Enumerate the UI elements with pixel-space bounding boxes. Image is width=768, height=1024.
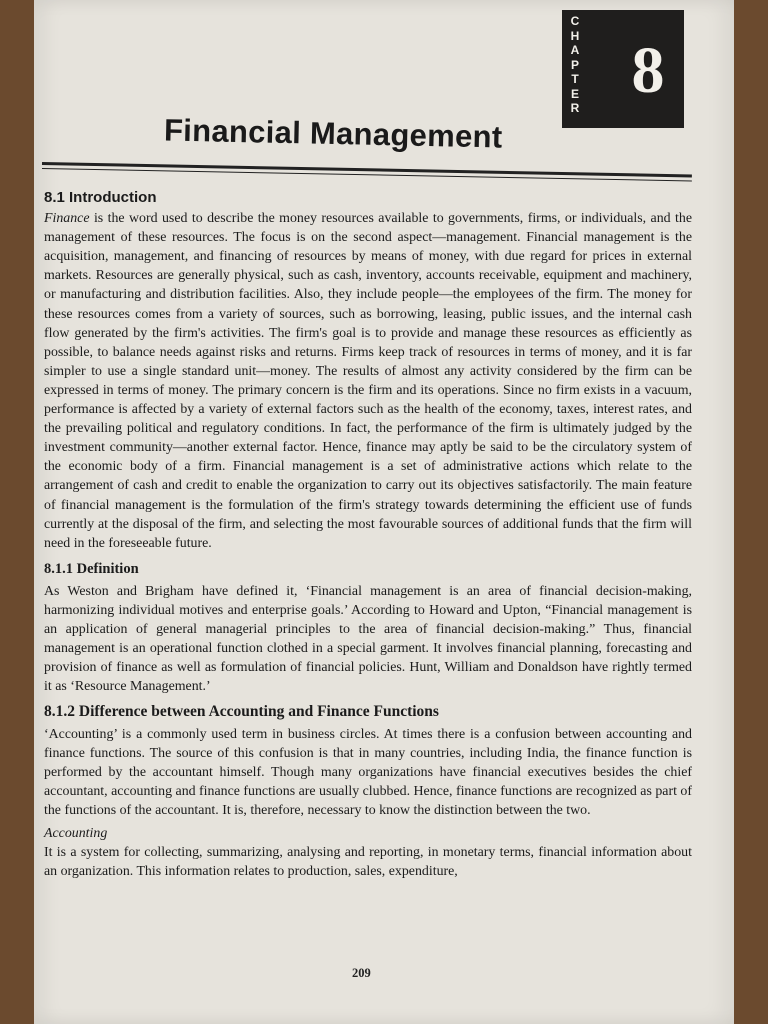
definition-paragraph: As Weston and Brigham have defined it, ‘Financial management is an area of financial decision-making, harmonizing individual motives and enterprise goals.’ According to Howard and Upton, “Financial management is an application of general managerial principles to the area of financial decision-making.” Thus, financial management is an operational function clothed in a special garment. It involves financial planning, forecasting and provision of finance as well as formulation of financial policies. Hunt, William and Donaldson have rightly termed it as ‘Resource Management.’ [44, 583, 692, 695]
accounting-paragraph: It is a system for collecting, summarizing, analysing and reporting, in monetary terms, financial information about an organization. This information relates to production, sales, expenditure, [44, 845, 692, 880]
chapter-label: CHAPTER [570, 14, 580, 115]
chapter-title: Financial Management [163, 112, 503, 155]
page-body [44, 188, 692, 881]
chapter-number: 8 [631, 34, 665, 107]
introduction-lead-word: Finance [44, 211, 90, 227]
subheading-accounting: Accounting [44, 826, 108, 841]
chapter-badge [562, 10, 684, 128]
page-number: 209 [352, 966, 371, 980]
section-heading-difference: 8.1.2 Difference between Accounting and Finance Functions [44, 703, 439, 721]
book-page [34, 0, 734, 1024]
section-heading-definition: 8.1.1 Definition [44, 560, 139, 577]
introduction-paragraph [44, 209, 692, 553]
section-heading-introduction: 8.1 Introduction [44, 189, 157, 206]
difference-paragraph: ‘Accounting’ is a commonly used term in business circles. At times there is a confusion between accounting and finance functions. The source of this confusion is that in many countries, including India, the finance function is performed by the accountant himself. Though many organizations have financial executives besides the chief accountant, accounting and finance functions are usually clubbed. Hence, finance functions are recognized as part of the functions of the accountant. It is, therefore, necessary to know the distinction between the two. [44, 726, 692, 818]
introduction-text: is the word used to describe the money resources available to governments, firms, or individuals, and the management of these resources. The focus is on the second aspect—management. Financial management is the acquisition, management, and financing of resources by means of money, with due regard for prices in external markets. Resources are generally physical, such as cash, inventory, accounts receivable, equipment and machinery, or manufacturing and distribution facilities. Also, they include people—the employees of the firm. The money for these resources comes from a variety of sources, such as borrowing, leasing, public issues, and the internal cash flow generated by the firm's activities. The firm's goal is to provide and manage these resources as efficiently as possible, to balance needs against risks and returns. Firms keep track of resources in terms of money, and it is far simpler to use a single standard unit—money. The results of almost any activity considered by the firm can be expressed in terms of money. The primary concern is the firm and its operations. Since no firm exists in a vacuum, performance is affected by a variety of external factors such as the health of the economy, taxes, interest rates, and the prevailing political and regulatory conditions. In fact, the performance of the firm is ultimately judged by the investment community—another external factor. Hence, finance may aptly be said to be the circulatory system of the economic body of a firm. Financial management is a set of administrative actions which relate to the arrangement of cash and credit to enable the organization to carry out its objectives satisfactorily. The main feature of financial management is the formulation of the firm's strategy towards determining the efficient use of funds currently at the disposal of the firm, and selecting the most favourable sources of additional funds that the firm will need in the foreseeable future. [44, 211, 692, 551]
